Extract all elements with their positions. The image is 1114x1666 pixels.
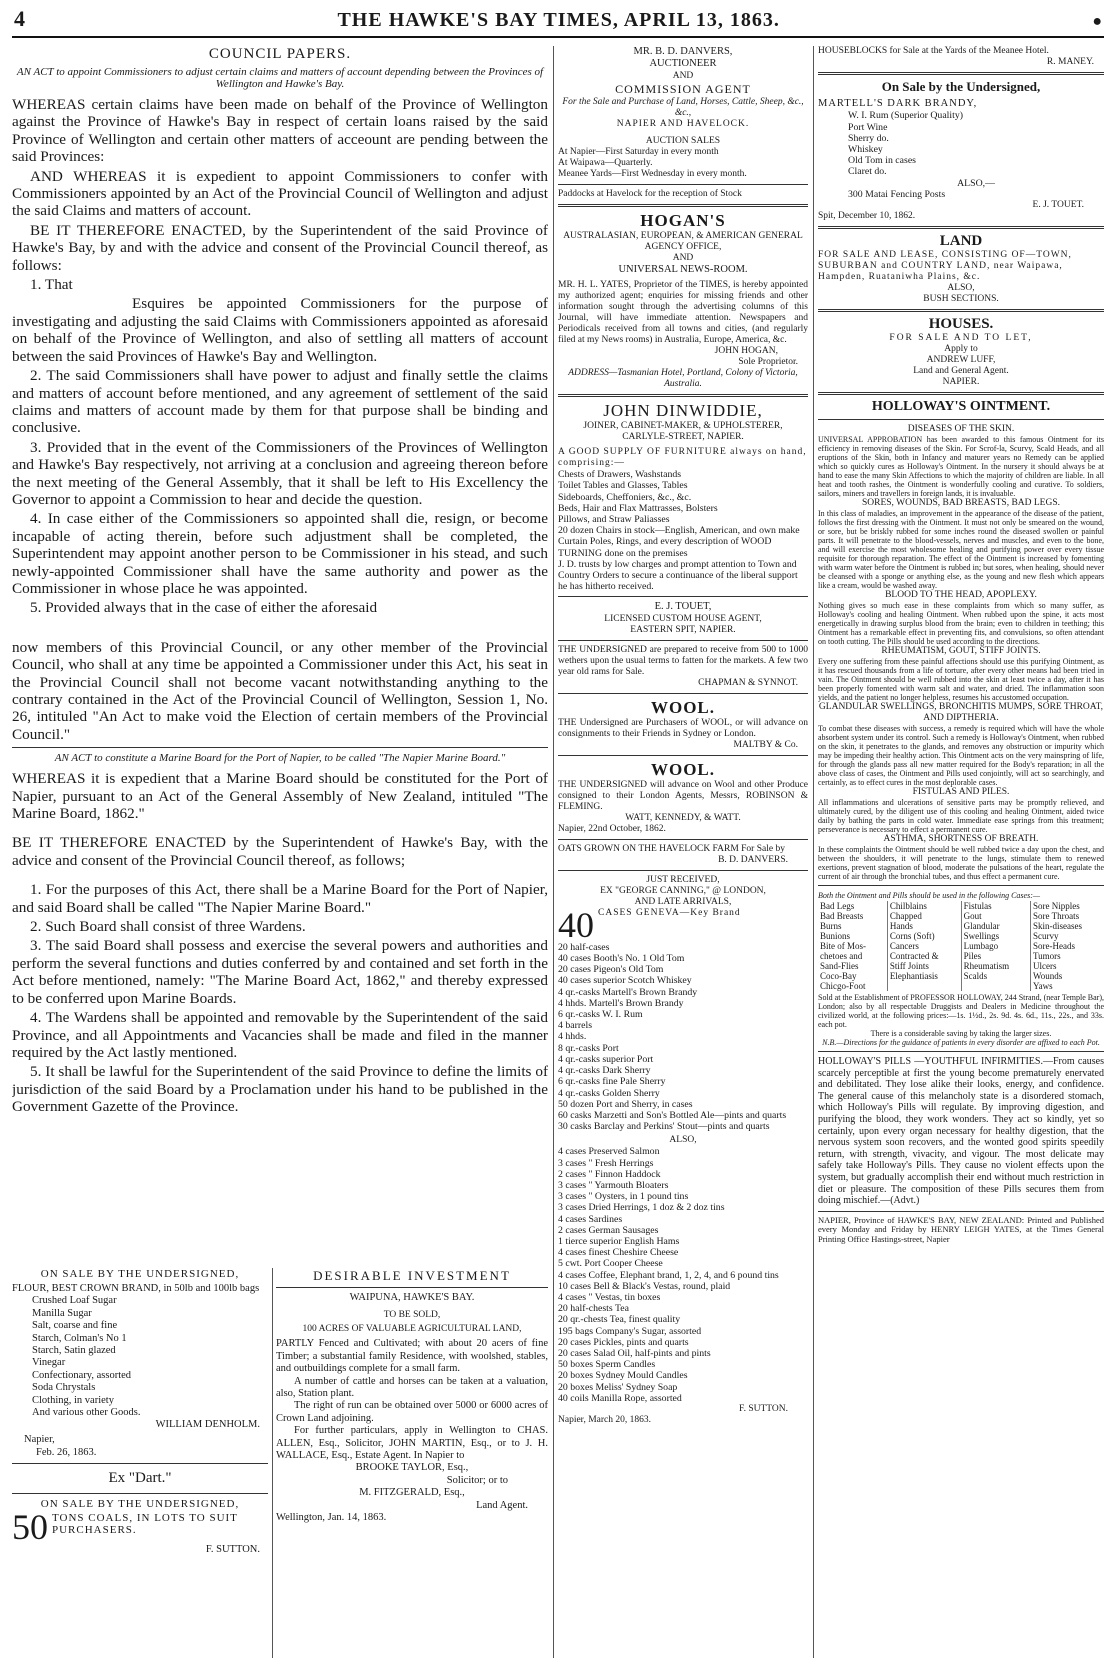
signer: WATT, KENNEDY, & WATT. [625, 812, 741, 823]
column-rule [553, 46, 554, 1658]
list-item: Curtain Poles, Rings, and every description of WOOD TURNING done on the premises [558, 536, 772, 559]
land-text: FOR SALE AND LEASE, CONSISTING OF—TOWN, SUBURBAN and COUNTRY LAND, near Waipawa, Hampden, Ruataniwha Plains, &c. [818, 250, 1072, 283]
list-item: Crushed Loaf Sugar [32, 1295, 117, 1307]
list-item: 2 cases German Sausages [558, 1224, 659, 1236]
list-item: 4 qr.-casks Golden Sherry [558, 1087, 660, 1099]
advert-line: 100 ACRES OF VALUABLE AGRICULTURAL LAND, [302, 1324, 522, 1335]
paragraph: In these complaints the Ointment should be well rubbed twice a day upon the chest, and between the shoulders, it will penetrate to the lungs, stimulate them to renewed exertions, prevent stagnation of blood, moderate the pulsations of the heart, regulate the current of air through the bronchial tubes, and thus effect a permanent cure. [818, 845, 1104, 882]
paragraph: HOLLOWAY'S PILLS —YOUTHFUL INFIRMITIES.—From causes scarcely perceptible at first the young become prematurely enervated and debilitated. They lose alike their looks, energy, and confidence. The general cause of this melancholy state is a disordered stomach, which Holloway's Pills will regulate. By improving digestion, and purifying the blood, they work wonders. They act so kindly, yet so certainly, upon every organ necessary for healthy digestion, that the nervous system soon recovers, and the wonted good spirits speedily return, with strength, vivacity, and vigour. The most delicate may safely take Holloway's Pills. They cause no violent effects upon the system, but gradually accomplish their end without much restriction in diet or pleasure. The composition of these Pills secures them from doing mischief.—(Advt.) [818, 1056, 1104, 1207]
holloway-heading: ASTHMA, SHORTNESS OF BREATH. [883, 834, 1039, 845]
land-also: ALSO, [947, 283, 975, 294]
advert-line: TO BE SOLD, [383, 1310, 441, 1321]
table-cell: Ulcers [1031, 961, 1105, 971]
furniture-list [558, 469, 808, 592]
list-item: Salt, coarse and fine [32, 1320, 118, 1332]
list-item: Soda Chrystals [32, 1382, 96, 1394]
signer: E. J. TOUET. [1032, 200, 1084, 211]
list-item: 4 hhds. [558, 1031, 587, 1043]
list-item: Claret do. [848, 166, 887, 178]
list-item: Vinegar [32, 1357, 66, 1369]
list-item: 40 cases Booth's No. 1 Old Tom [558, 953, 685, 965]
list-item: 4 cases Coffee, Elephant brand, 1, 2, 4, and 6 pound tins [558, 1269, 779, 1281]
oats-line: OATS GROWN ON THE HAVELOCK FARM For Sale by [558, 843, 785, 854]
ship-line: EX "GEORGE CANNING," @ LONDON, [600, 885, 766, 896]
act-title: AN ACT to constitute a Marine Board for the Port of Napier, to be called "The Napier Marine Board." [54, 752, 506, 765]
list-item: Clothing, in variety [32, 1394, 114, 1406]
table-cell: Gout [961, 911, 1030, 921]
paragraph: 4. The Wardens shall be appointed and removable by the Superintendent of the said Province, and all Appointments and Vacancies shall be made and filed in the manner required by the Act lastly mentioned. [12, 1009, 548, 1061]
list-item: 8 qr.-casks Port [558, 1042, 619, 1054]
column-rule [272, 1268, 273, 1658]
list-item: 4 hhds. Martell's Brown Brandy [558, 997, 684, 1009]
list-item: 50 boxes Sperm Candles [558, 1359, 656, 1371]
list-item: 20 cases Salad Oil, half-pints and pints [558, 1347, 711, 1359]
table-cell: Chicgo-Foot [820, 981, 866, 992]
auction-line: At Waipawa—Quarterly. [558, 157, 653, 168]
list-item: 195 bags Company's Sugar, assorted [558, 1325, 702, 1337]
table-cell: Chapped [887, 911, 961, 921]
list-item: 10 cases Bell & Black's Vestas, round, plaid [558, 1280, 731, 1292]
advert-lead: FLOUR, BEST CROWN BRAND, in 50lb and 100lb bags [12, 1283, 260, 1294]
list-item: 4 cases Sardines [558, 1213, 623, 1225]
list-item: 50 dozen Port and Sherry, in cases [558, 1098, 693, 1110]
table-row [818, 911, 1104, 921]
table-cell: Burns [820, 921, 842, 932]
list-item: 300 Matai Fencing Posts [848, 188, 946, 200]
advert-text: TONS COALS, IN LOTS TO SUIT PURCHASERS. [52, 1512, 238, 1537]
list-item: 4 cases " Vestas, tin boxes [558, 1291, 661, 1303]
table-cell: Corns (Soft) [887, 931, 961, 941]
signer: R. MANEY. [1046, 57, 1094, 67]
advert-date: Wellington, Jan. 14, 1863. [276, 1512, 387, 1524]
list-item: 20 boxes Sydney Mould Candles [558, 1370, 688, 1382]
table-cell: Elephantiasis [887, 971, 961, 981]
wool-title: WOOL. [650, 697, 716, 717]
council-papers-column [12, 46, 548, 1264]
hogan-title: HOGAN'S [640, 210, 726, 230]
spirits-list [558, 942, 808, 1132]
advert-title: DESIRABLE INVESTMENT [276, 1268, 548, 1288]
paragraph: The right of run can be obtained over 5000 or 6000 acres of Crown Land adjoining. [276, 1400, 548, 1424]
houseblocks-line: HOUSEBLOCKS for Sale at the Yards of the Meanee Hotel. [818, 46, 1049, 56]
advert-header: ON SALE BY THE UNDERSIGNED, [40, 1268, 240, 1280]
houses-sub: FOR SALE AND TO LET, [889, 333, 1033, 344]
holloway-heading: FISTULAS AND PILES. [912, 787, 1010, 798]
table-cell [887, 981, 961, 991]
list-item: Pillows, and Straw Paliasses [558, 514, 670, 526]
table-cell: Piles [961, 951, 1030, 961]
imprint: NAPIER, Province of HAWKE'S BAY, NEW ZEALAND: Printed and Published every Monday and Friday by HENRY LEIGH YATES, at the Times General Printing Office Hastings-street, Napier [818, 1214, 1104, 1244]
list-item: 4 cases finest Cheshire Cheese [558, 1247, 679, 1259]
table-cell: Sand-Flies [820, 961, 859, 972]
list-item: Beds, Hair and Flax Mattrasses, Bolsters [558, 502, 718, 514]
touet-sub: LICENSED CUSTOM HOUSE AGENT, [604, 613, 762, 624]
paragraph: BE IT THEREFORE ENACTED by the Superintendent of Hawke's Bay, with the advice and consent of the Provincial Council thereof, as follows; [12, 834, 548, 869]
late-arrivals: AND LATE ARRIVALS, [634, 896, 732, 907]
advert-place: Napier, [24, 1434, 55, 1446]
page-number: 4 [14, 6, 25, 31]
paragraph: There is a considerable saving by taking the larger sizes. [870, 1029, 1052, 1039]
paragraph: THE UNDERSIGNED will advance on Wool and other Produce consigned to their London Agents, Messrs, ROBINSON & FLEMING. [558, 779, 808, 812]
paragraph: THE Undersigned are Purchasers of WOOL, or will advance on consignments to their Friends in Sydney or London. [558, 717, 808, 739]
list-item: J. D. trusts by low charges and prompt attention to Town and Country Orders to secure a continuance of the liberal support he has hitherto received. [558, 558, 798, 593]
just-received: JUST RECEIVED, [646, 874, 720, 885]
advert-signer: WILLIAM DENHOLM. [155, 1419, 260, 1431]
signer: CHAPMAN & SYNNOT. [698, 677, 798, 688]
signer: ANDREW LUFF, [926, 355, 996, 366]
also-header: ALSO, [669, 1135, 697, 1146]
table-cell: Coco-Bay [820, 971, 857, 982]
table-row [818, 961, 1104, 971]
danvers-role: COMMISSION AGENT [615, 81, 751, 96]
table-cell: Cancers [887, 941, 961, 951]
list-item: 2 cases " Finnon Haddock [558, 1168, 661, 1180]
list-item: And various other Goods. [32, 1407, 141, 1419]
table-cell: Yaws [1031, 981, 1105, 991]
signer: M. FITZGERALD, Esq., [359, 1487, 465, 1499]
holloway-heading: GLANDULAR SWELLINGS, BRONCHITIS MUMPS, SORE THROAT, AND DIPTHERIA. [818, 702, 1104, 724]
paragraph: 4. In case either of the Commissioners so appointed shall die, resign, or become incapable of acting therein, before such adjustment shall be completed, the Superintendent may appoint another person to be Commissioner in his stead, and such newly-appointed Commissioner shall have the same authority and power as the Commissioner in whose place he was appointed. [12, 510, 548, 597]
ailments-table [818, 901, 1104, 991]
signer: F. SUTTON. [739, 1403, 788, 1414]
signer-place: NAPIER. [942, 377, 980, 388]
paragraph: BE IT THEREFORE ENACTED, by the Superintendent of the said Province of Hawke's Bay, by and with the advice and consent of the Provincial Council thereof, as follows: [12, 221, 548, 274]
list-item: Whiskey [848, 144, 883, 156]
paragraph: AND WHEREAS it is expedient to appoint Commissioners to confer with Commissioners appointed by an Act of the Provincial Council of Wellington and adjust the said Claims and matters of account. [12, 167, 548, 220]
table-row [818, 981, 1104, 991]
paragraph: Sold at the Establishment of PROFESSOR HOLLOWAY, 244 Strand, (near Temple Bar), London; also by all respectable Druggists and Dealers in Medicine throughout the civilized world, at the following prices:—1s. 1½d., 2s. 9d. 4s. 6d., 11s., 22s., and 33s. each pot. [818, 993, 1104, 1030]
table-row [818, 901, 1104, 911]
advert-title: Ex "Dart." [108, 1470, 172, 1487]
list-item: Port Wine [848, 121, 888, 133]
paragraph: WHEREAS certain claims have been made on behalf of the Province of Wellington against the Province of Hawke's Bay in respect of certain loans raised by the said Province of Wellington and certain other matters of acceount are pending between the said Provinces: [12, 96, 548, 166]
danvers-role: AUCTIONEER [649, 58, 717, 70]
list-item: Confectionary, assorted [32, 1369, 132, 1381]
list-item: Manilla Sugar [32, 1307, 92, 1319]
signer: B. D. DANVERS. [718, 854, 788, 865]
dinwiddie-title: JOHN DINWIDDIE, [603, 401, 763, 421]
quantity-numeral: 50 [12, 1510, 48, 1545]
list-item: 4 cases Preserved Salmon [558, 1146, 660, 1158]
table-cell: Bad Legs [820, 901, 855, 912]
list-item: 3 cases " Yarmouth Bloaters [558, 1179, 669, 1191]
table-cell: Hands [887, 921, 961, 931]
provisions-list [558, 1146, 808, 1404]
advert-date: Napier, 22nd October, 1862. [558, 823, 666, 834]
paragraph: MR. H. L. YATES, Proprietor of the TIMES, is hereby appointed my authorized agent; enquiries for missing friends and other information sought through the advertising columns of this Journal, will have immediate attention. Newspapers and Periodicals received from all towns and cities, (and regularly filed at my News rooms) in Australia, Europe, America, &c. [558, 280, 808, 346]
list-item: 20 qr.-chests Tea, finest quality [558, 1314, 681, 1326]
houses-apply: Apply to [944, 344, 978, 355]
table-row [818, 971, 1104, 981]
newspaper-page [12, 6, 1104, 1658]
paragraph: 5. It shall be lawful for the Superintendent of the said Province to define the limits of jurisdiction of the said Board by a Proclamation under his hand to be published in the Government Gazette of the Province. [12, 1063, 548, 1116]
table-cell: Sore-Heads [1031, 941, 1105, 951]
holloway-title: HOLLOWAY'S OINTMENT. [871, 399, 1051, 415]
list-item: 40 coils Manilla Rope, assorted [558, 1392, 682, 1404]
hogan-room: UNIVERSAL NEWS-ROOM. [618, 263, 748, 275]
investment-advert [276, 1268, 548, 1658]
table-cell: Tumors [1031, 951, 1105, 961]
paragraph: UNIVERSAL APPROBATION has been awarded to this famous Ointment for its efficiency in removing diseases of the Skin. For Scrof-la, Scurvy, Scald Heads, and all eruptions of the Skin, both in Infancy and maturer years no Remedy can be applied which so quickly cures as Holloway's Ointment. In the nursery it should always be at hand to ease the many Skin Affections to which the majority of children are liable. In all heat and tooth rashes, the Ointment is wonderfully cooling and curative. To soldiers, sailors, miners and travellers in foreign lands, it is invaluable. [818, 435, 1104, 499]
table-cell: chetoes and [820, 951, 863, 962]
paragraph: 2. Such Board shall consist of three Wardens. [30, 918, 306, 936]
hogan-subtitle: AUSTRALASIAN, EUROPEAN, & AMERICAN GENERAL AGENCY OFFICE, [563, 230, 803, 252]
list-item: 4 qr.-casks superior Port [558, 1053, 654, 1065]
holloway-heading: RHEUMATISM, GOUT, STIFF JOINTS. [881, 646, 1041, 657]
list-item: ALSO,— [957, 177, 995, 189]
list-item: 20 half-chests Tea [558, 1303, 629, 1315]
list-item: 4 qr.-casks Dark Sherry [558, 1065, 651, 1077]
land-title: LAND [939, 233, 983, 250]
list-item: Starch, Satin glazed [32, 1345, 116, 1357]
table-cell: Bite of Mos- [820, 941, 866, 952]
masthead [12, 6, 1104, 38]
list-item: Chests of Drawers, Washstands [558, 469, 682, 481]
table-cell: Contracted & [887, 951, 961, 961]
table-cell: Glandular [961, 921, 1030, 931]
holloway-sub: DISEASES OF THE SKIN. [907, 424, 1015, 435]
brandy-list [818, 110, 1104, 200]
list-item: Toilet Tables and Glasses, Tables [558, 480, 688, 492]
paddocks-line: Paddocks at Havelock for the reception of Stock [558, 188, 742, 199]
paragraph: 1. For the purposes of this Act, there shall be a Marine Board for the Port of Napier, and said Board shall be called "The Napier Marine Board." [12, 881, 548, 916]
list-item: 3 cases " Fresh Herrings [558, 1157, 654, 1169]
list-item: 1 tierce superior English Hams [558, 1235, 680, 1247]
list-item: 4 qr.-casks Martell's Brown Brandy [558, 986, 698, 998]
list-item: Sherry do. [848, 132, 889, 144]
table-row [818, 941, 1104, 951]
denholm-advert [12, 1268, 268, 1658]
advert-header: ON SALE BY THE UNDERSIGNED, [40, 1498, 240, 1511]
advert-date: Feb. 26, 1863. [36, 1446, 97, 1458]
page-title: THE HAWKE'S BAY TIMES, APRIL 13, 1863. [337, 9, 780, 31]
list-item: 3 cases " Oysters, in 1 pound tins [558, 1191, 689, 1203]
advert-signer: F. SUTTON. [205, 1544, 260, 1556]
paragraph: N.B.—Directions for the guidance of patients in every disorder are affixed to each Pot. [822, 1038, 1100, 1048]
paragraph: 3. The said Board shall possess and exercise the several powers and authorities and perform the several functions and duties conferred by and contained and set forth in the Act before mentioned, namely: "The Marine Board Act, 1862," and thereby expressed to be conferred upon Marine Boards. [12, 937, 548, 1007]
signer-role: Land and General Agent. [913, 366, 1009, 377]
advert-date: Napier, March 20, 1863. [558, 1414, 652, 1425]
auction-header: AUCTION SALES [645, 135, 721, 146]
advertisements-column-2 [558, 46, 808, 1658]
danvers-and: AND [672, 70, 694, 81]
table-cell: Bad Breasts [820, 911, 864, 922]
list-item: 20 cases Pigeon's Old Tom [558, 964, 664, 976]
advert-subtitle: WAIPUNA, HAWKE'S BAY. [349, 1292, 475, 1303]
section-header: COUNCIL PAPERS. [208, 46, 352, 62]
list-item: 6 qr.-casks W. I. Rum [558, 1009, 643, 1021]
table-cell: Lumbago [961, 941, 1030, 951]
list-item: 20 boxes Meliss' Sydney Soap [558, 1381, 678, 1393]
list-item: Sideboards, Cheffoniers, &c., &c. [558, 491, 692, 503]
list-item: W. I. Rum (Superior Quality) [848, 110, 964, 122]
table-cell: Scurvy [1031, 931, 1105, 941]
table-row [818, 931, 1104, 941]
dinwiddie-street: CARLYLE-STREET, NAPIER. [622, 432, 744, 443]
auction-line: At Napier—First Saturday in every month [558, 146, 719, 157]
paragraph: Nothing gives so much ease in these complaints from which so many suffer, as Holloway's cooling and healing Ointment. When rubbed upon the spine, it acts most energetically in drawing surplus blood from the brain; even to children in teething; this Ointment has a remarkable effect in preventing fits, and convulsions, so often attendant on tooth cutting. The Pills should be used according to the directions. [818, 601, 1104, 647]
list-item: 20 half-cases [558, 941, 610, 953]
table-cell: Rheumatism [961, 961, 1030, 971]
address: ADDRESS—Tasmanian Hotel, Portland, Colony of Victoria, Australia. [568, 368, 798, 390]
signer: JOHN HOGAN, [714, 346, 778, 357]
table-cell: Fistulas [961, 901, 1030, 911]
table-cell: Skin-diseases [1031, 921, 1105, 931]
table-cell [961, 981, 1030, 991]
dinwiddie-sub: JOINER, CABINET-MAKER, & UPHOLSTERER, [583, 421, 783, 432]
paragraph: 2. The said Commissioners shall have power to adjust and finally settle the claims and matters of account before mentioned, and any agreement of settlement of the said claims and matters of account made by them for that purpose shall be binding and conclusive. [12, 367, 548, 437]
paragraph: now members of this Provincial Council, or any other member of the Provincial Council, who shall at any time be appointed a Commissioner under this Act, his seat in the Provincial Council shall not become vacant notwithstanding anything to the contrary contained in the Act of the Provincial Council of Wellington, Session 1, No. 26, intituled "An Act to make void the Election of certain members of the Provincial Council." [12, 638, 548, 743]
signer: BROOKE TAYLOR, Esq., [355, 1462, 469, 1474]
table-cell: Wounds [1031, 971, 1105, 981]
hogan-and: AND [672, 252, 694, 263]
paragraph: Esquires be appointed Commissioners for the purpose of investigating and adjusting the said Claims with Commissioners appointed as aforesaid on behalf of the Province of Wellington, and also of settling all matters of account between the said Provinces of Hawke's Bay and Wellington. [12, 295, 548, 365]
table-row [818, 921, 1104, 931]
column-rule [813, 46, 814, 1658]
paragraph: A number of cattle and horses can be taken at a valuation, also, Station plant. [276, 1375, 548, 1400]
advert-date: Spit, December 10, 1862. [818, 211, 916, 222]
list-item: 40 cases superior Scotch Whiskey [558, 975, 692, 987]
signer: MALTBY & Co. [733, 739, 798, 750]
paragraph: 5. Provided always that in the case of either the aforesaid [30, 599, 378, 617]
table-cell: Swellings [961, 931, 1030, 941]
danvers-name: MR. B. D. DANVERS, [633, 46, 733, 57]
table-cell: Scalds [961, 971, 1030, 981]
holloway-heading: BLOOD TO THE HEAD, APOPLEXY. [885, 590, 1037, 601]
onsale-title: On Sale by the Undersigned, [881, 79, 1041, 94]
holloway-heading: SORES, WOUNDS, BAD BREASTS, BAD LEGS. [861, 498, 1061, 509]
auction-line: Meanee Yards—First Wednesday in every month. [558, 168, 747, 179]
wool-title: WOOL. [650, 759, 716, 779]
list-item: Starch, Colman's No 1 [32, 1332, 127, 1344]
touet-street: EASTERN SPIT, NAPIER. [630, 624, 736, 635]
furniture-lead: A GOOD SUPPLY OF FURNITURE always on hand, comprising:— [558, 447, 807, 469]
paragraph: WHEREAS it is expedient that a Marine Board should be constituted for the Port of Napier, pursuant to an Act of the General Assembly of New Zealand, intituled "The Marine Board, 1862." [12, 770, 548, 823]
list-item: 6 qr.-casks fine Pale Sherry [558, 1076, 666, 1088]
list-item: 20 dozen Chairs in stock—English, American, and own make [558, 525, 800, 537]
land-bush: BUSH SECTIONS. [923, 294, 999, 305]
table-cell: Bunions [820, 931, 851, 942]
list-item: 30 casks Barclay and Perkins' Stout—pints and quarts [558, 1121, 770, 1133]
list-item: 3 cases Dried Herrings, 1 doz & 2 doz tins [558, 1202, 725, 1214]
touet-name: E. J. TOUET, [654, 601, 712, 613]
danvers-place: NAPIER AND HAVELOCK. [616, 118, 750, 129]
table-cell: Sore Nipples [1031, 901, 1105, 911]
list-item: CASES GENEVA—Key Brand [598, 907, 741, 918]
goods-list [12, 1295, 268, 1419]
signer-role: Sole Proprietor. [738, 357, 798, 368]
signer-role: Solicitor; or to [446, 1474, 508, 1486]
brandy-title: MARTELL'S DARK BRANDY, [818, 98, 978, 109]
signer-role: Land Agent. [476, 1499, 528, 1511]
list-item: 20 cases Pickles, pints and quarts [558, 1336, 689, 1348]
table-caption: Both the Ointment and Pills should be used in the following Cases:— [818, 891, 1040, 901]
paragraph: In this class of maladies, an improvement in the appearance of the disease of the patient, follows the first dressing with the Ointment. It must not only be smeared on the wound, or sore, but be briskly rubbed for some inches round the diseased swollen or painful parts. It will penetrate to the blood-vessels, nerves and muscles, and even to the bone, and will exercise the most wholesome healing and purifying power over every tissue requisite for thorough reparation. The effect of the Ointment is increased by fomenting with warm water before the Ointment is rubbed in; but sores, when healing, should never be cleansed with a sponge or anything else, as the young and new flesh which appears like a cream, would be washed away. [818, 509, 1104, 591]
danvers-desc: For the Sale and Purchase of Land, Horses, Cattle, Sheep, &c., &c., [562, 96, 804, 118]
table-cell: Sore Throats [1031, 911, 1105, 921]
paragraph: Every one suffering from these painful affections should use this purifying Ointment, as it has rescued thousands from a life of torture, after every other means had been tried in vain. The Ointment should be well rubbed into the skin at least twice a day, after it has been properly fomented with warm salt and water, and dried. The inflammation soon yields, and the patient no longer helpless, resumes his accustomed occupation. [818, 657, 1104, 703]
list-item: 5 cwt. Port Cooper Cheese [558, 1258, 663, 1270]
paragraph: For further particulars, apply in Wellington to CHAS. ALLEN, Esq., Solicitor, JOHN MARTIN, Esq., or to J. H. WALLACE, Esq., Estate Agent. In Napier to [276, 1425, 548, 1462]
paragraph: 1. That [30, 276, 73, 294]
paragraph: All inflammations and ulcerations of sensitive parts may be promptly relieved, and ultimately cured, by the diligent use of this cooling and healing Ointment, aided twice daily by bathing the parts in cold water. Immediate ease springs from this treatment; perseverance is necessary to effect a permanent cure. [818, 798, 1104, 835]
list-item: 4 barrels [558, 1020, 593, 1032]
houses-title: HOUSES. [928, 316, 994, 333]
paragraph: PARTLY Fenced and Cultivated; with about 20 acers of fine Timber; a substantial family Residence, with woolshed, stables, and outbuildings complete for a small farm. [276, 1338, 548, 1375]
paragraph: 3. Provided that in the event of the Commissioners of the Provinces of Wellington and Hawke's Bay respectively, not arriving at a conclusion and agreeing thereon before the next meeting of the General Assembly, that it shall be left to His Excellency the Governor to appoint a Commission to hear and decide the question. [12, 438, 548, 508]
table-row [818, 951, 1104, 961]
list-item: 60 casks Marzetti and Son's Bottled Ale—pints and quarts [558, 1109, 787, 1121]
corner-mark-icon: ● [1092, 13, 1102, 30]
paragraph: THE UNDERSIGNED are prepared to receive from 500 to 1000 wethers upon the usual terms to fatten for the markets. A few two year old rams for Sale. [558, 644, 808, 677]
paragraph: To combat these diseases with success, a remedy is required which will have the whole absorbent system under its control. Such a remedy is Holloway's Ointment, when rubbed on the skin, it penetrates to the glands, and removes any obstruction or impurity which may be impeding their healthy action. This Ointment acts on the very mainspring of life, for through the glands pass all new matter required for the Body's reparation; in all the above class of cases, the Ointment and Pills used conjointly, will act so searchingly, and certainly, as to effect cures in the most deplorable cases. [818, 724, 1104, 788]
table-cell: Chilblains [887, 901, 961, 911]
act-title: AN ACT to appoint Commissioners to adjust certain claims and matters of account depending between the Provinces of Wellington and Hawke's Bay. [16, 66, 544, 90]
quantity-numeral: 40 [558, 907, 594, 942]
table-cell: Stiff Joints [887, 961, 961, 971]
list-item: Old Tom in cases [848, 155, 916, 167]
advertisements-column-3 [818, 46, 1104, 1658]
